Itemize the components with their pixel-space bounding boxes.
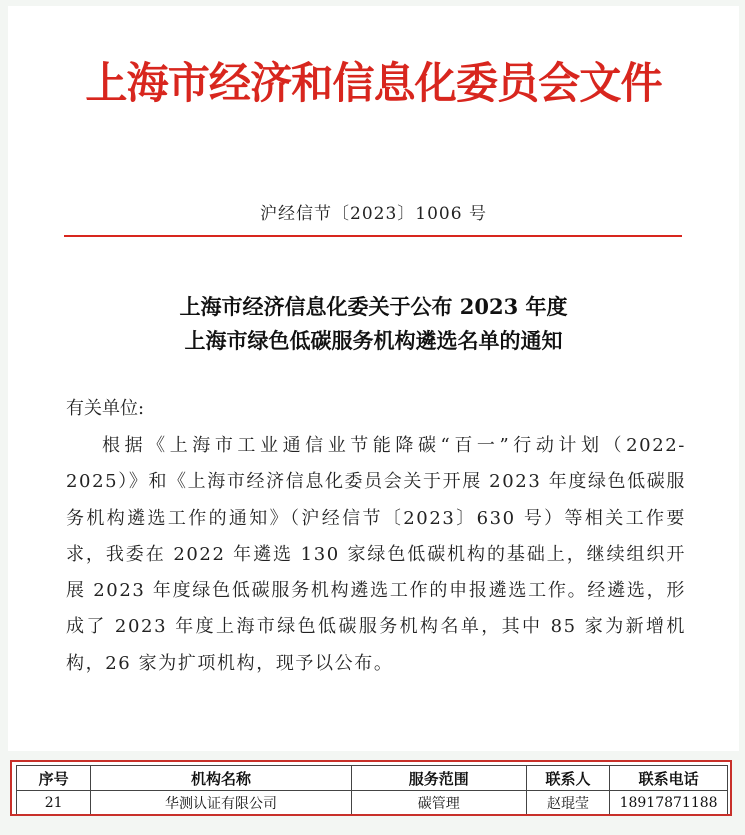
document-page bbox=[8, 6, 739, 751]
notice-title-line-2: 上海市绿色低碳服务机构遴选名单的通知 bbox=[184, 328, 563, 353]
document-number: 沪经信节〔2023〕1006 号 bbox=[260, 204, 487, 224]
table-header-row bbox=[17, 766, 728, 791]
notice-title bbox=[8, 290, 739, 358]
header-serial: 序号 bbox=[17, 766, 91, 791]
table-row bbox=[17, 791, 728, 816]
cell-serial: 21 bbox=[17, 791, 91, 816]
cell-contact-phone: 18917871188 bbox=[610, 791, 728, 816]
notice-title-line-1: 上海市经济信息化委关于公布 2023 年度 bbox=[179, 294, 568, 319]
institution-table bbox=[16, 765, 728, 816]
cell-service-scope: 碳管理 bbox=[351, 791, 526, 816]
document-header-title: 上海市经济和信息化委员会文件 bbox=[85, 59, 662, 109]
cell-institution-name: 华测认证有限公司 bbox=[91, 791, 351, 816]
header-service-scope: 服务范围 bbox=[351, 766, 526, 791]
institution-table-frame bbox=[10, 760, 732, 816]
header-contact-person: 联系人 bbox=[526, 766, 609, 791]
red-divider-line bbox=[64, 235, 682, 237]
cell-contact-person: 赵琨莹 bbox=[526, 791, 609, 816]
recipient-line: 有关单位: bbox=[66, 398, 145, 419]
notice-body-paragraph: 根据《上海市工业通信业节能降碳“百一”行动计划（2022-2025）》和《上海市经济信息化委员会关于开展 2023 年度绿色低碳服务机构遴选工作的通知》（沪经信节〔2023〕630 号）等相关工作要求，我委在 2022 年遴选 130 家绿色低碳机构的基础上，继续组织开展 2023 年度绿色低碳服务机构遴选工作的申报遴选工作。经遴选，形成了 2023 年度上海市绿色低碳服务机构名单，其中 85 家为新增机构，26 家为扩项机构，现予以公布。 bbox=[66, 435, 686, 674]
header-institution-name: 机构名称 bbox=[91, 766, 351, 791]
header-contact-phone: 联系电话 bbox=[610, 766, 728, 791]
